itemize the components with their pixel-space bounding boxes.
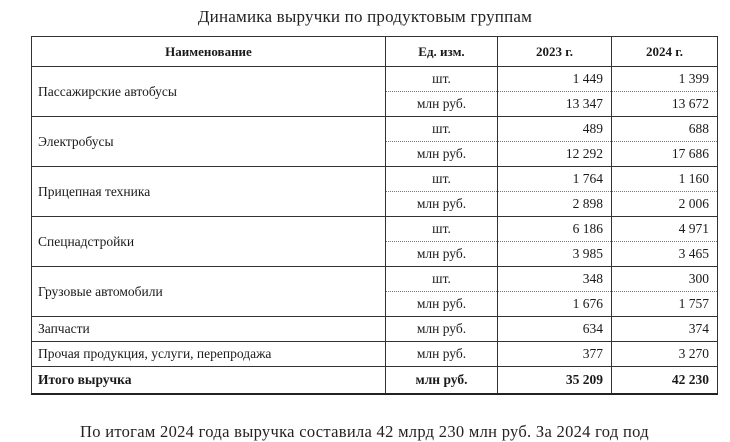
- row-name: Прицепная техника: [32, 167, 386, 217]
- table-row: [32, 167, 718, 192]
- row-value-2024: 2 006: [612, 192, 718, 217]
- table-row: [32, 117, 718, 142]
- row-unit: млн руб.: [386, 92, 498, 117]
- row-value-2023: 634: [498, 317, 612, 342]
- row-value-2023: 489: [498, 117, 612, 142]
- row-name: Запчасти: [32, 317, 386, 342]
- row-value-2023: 2 898: [498, 192, 612, 217]
- row-value-2023: 3 985: [498, 242, 612, 267]
- row-value-2024: 13 672: [612, 92, 718, 117]
- table-row: [32, 342, 718, 367]
- row-unit: шт.: [386, 267, 498, 292]
- row-value-2023: 1 764: [498, 167, 612, 192]
- row-value-2024: 17 686: [612, 142, 718, 167]
- row-value-2024: 3 270: [612, 342, 718, 367]
- revenue-table: [31, 36, 718, 395]
- row-unit: шт.: [386, 167, 498, 192]
- header-2024: 2024 г.: [612, 37, 718, 67]
- row-value-2024: 300: [612, 267, 718, 292]
- row-name: Пассажирские автобусы: [32, 67, 386, 117]
- row-unit: шт.: [386, 217, 498, 242]
- table-row: [32, 217, 718, 242]
- row-value-2023: 1 449: [498, 67, 612, 92]
- header-name: Наименование: [32, 37, 386, 67]
- row-unit: млн руб.: [386, 192, 498, 217]
- header-unit: Ед. изм.: [386, 37, 498, 67]
- row-value-2024: 374: [612, 317, 718, 342]
- table-row: [32, 267, 718, 292]
- total-value-2023: 35 209: [498, 367, 612, 395]
- total-value-2024: 42 230: [612, 367, 718, 395]
- row-value-2023: 377: [498, 342, 612, 367]
- body-paragraph: По итогам 2024 года выручка составила 42 млрд 230 млн руб. За 2024 год под: [80, 422, 649, 441]
- row-value-2024: 4 971: [612, 217, 718, 242]
- row-name: Прочая продукция, услуги, перепродажа: [32, 342, 386, 367]
- row-unit: млн руб.: [386, 342, 498, 367]
- table-row: [32, 317, 718, 342]
- header-2023: 2023 г.: [498, 37, 612, 67]
- row-name: Грузовые автомобили: [32, 267, 386, 317]
- document-title: Динамика выручки по продуктовым группам: [197, 7, 533, 26]
- row-value-2023: 348: [498, 267, 612, 292]
- row-name: Спецнадстройки: [32, 217, 386, 267]
- row-unit: млн руб.: [386, 242, 498, 267]
- row-value-2024: 1 757: [612, 292, 718, 317]
- row-unit: млн руб.: [386, 292, 498, 317]
- row-value-2024: 1 399: [612, 67, 718, 92]
- row-unit: шт.: [386, 67, 498, 92]
- row-value-2023: 6 186: [498, 217, 612, 242]
- total-unit: млн руб.: [386, 367, 498, 395]
- row-unit: млн руб.: [386, 142, 498, 167]
- row-value-2023: 1 676: [498, 292, 612, 317]
- total-name: Итого выручка: [32, 367, 386, 395]
- row-unit: млн руб.: [386, 317, 498, 342]
- row-value-2024: 1 160: [612, 167, 718, 192]
- row-value-2024: 3 465: [612, 242, 718, 267]
- table-row: [32, 67, 718, 92]
- row-value-2024: 688: [612, 117, 718, 142]
- total-row: [32, 367, 718, 395]
- row-value-2023: 12 292: [498, 142, 612, 167]
- table-header-row: [32, 37, 718, 67]
- row-value-2023: 13 347: [498, 92, 612, 117]
- row-name: Электробусы: [32, 117, 386, 167]
- row-unit: шт.: [386, 117, 498, 142]
